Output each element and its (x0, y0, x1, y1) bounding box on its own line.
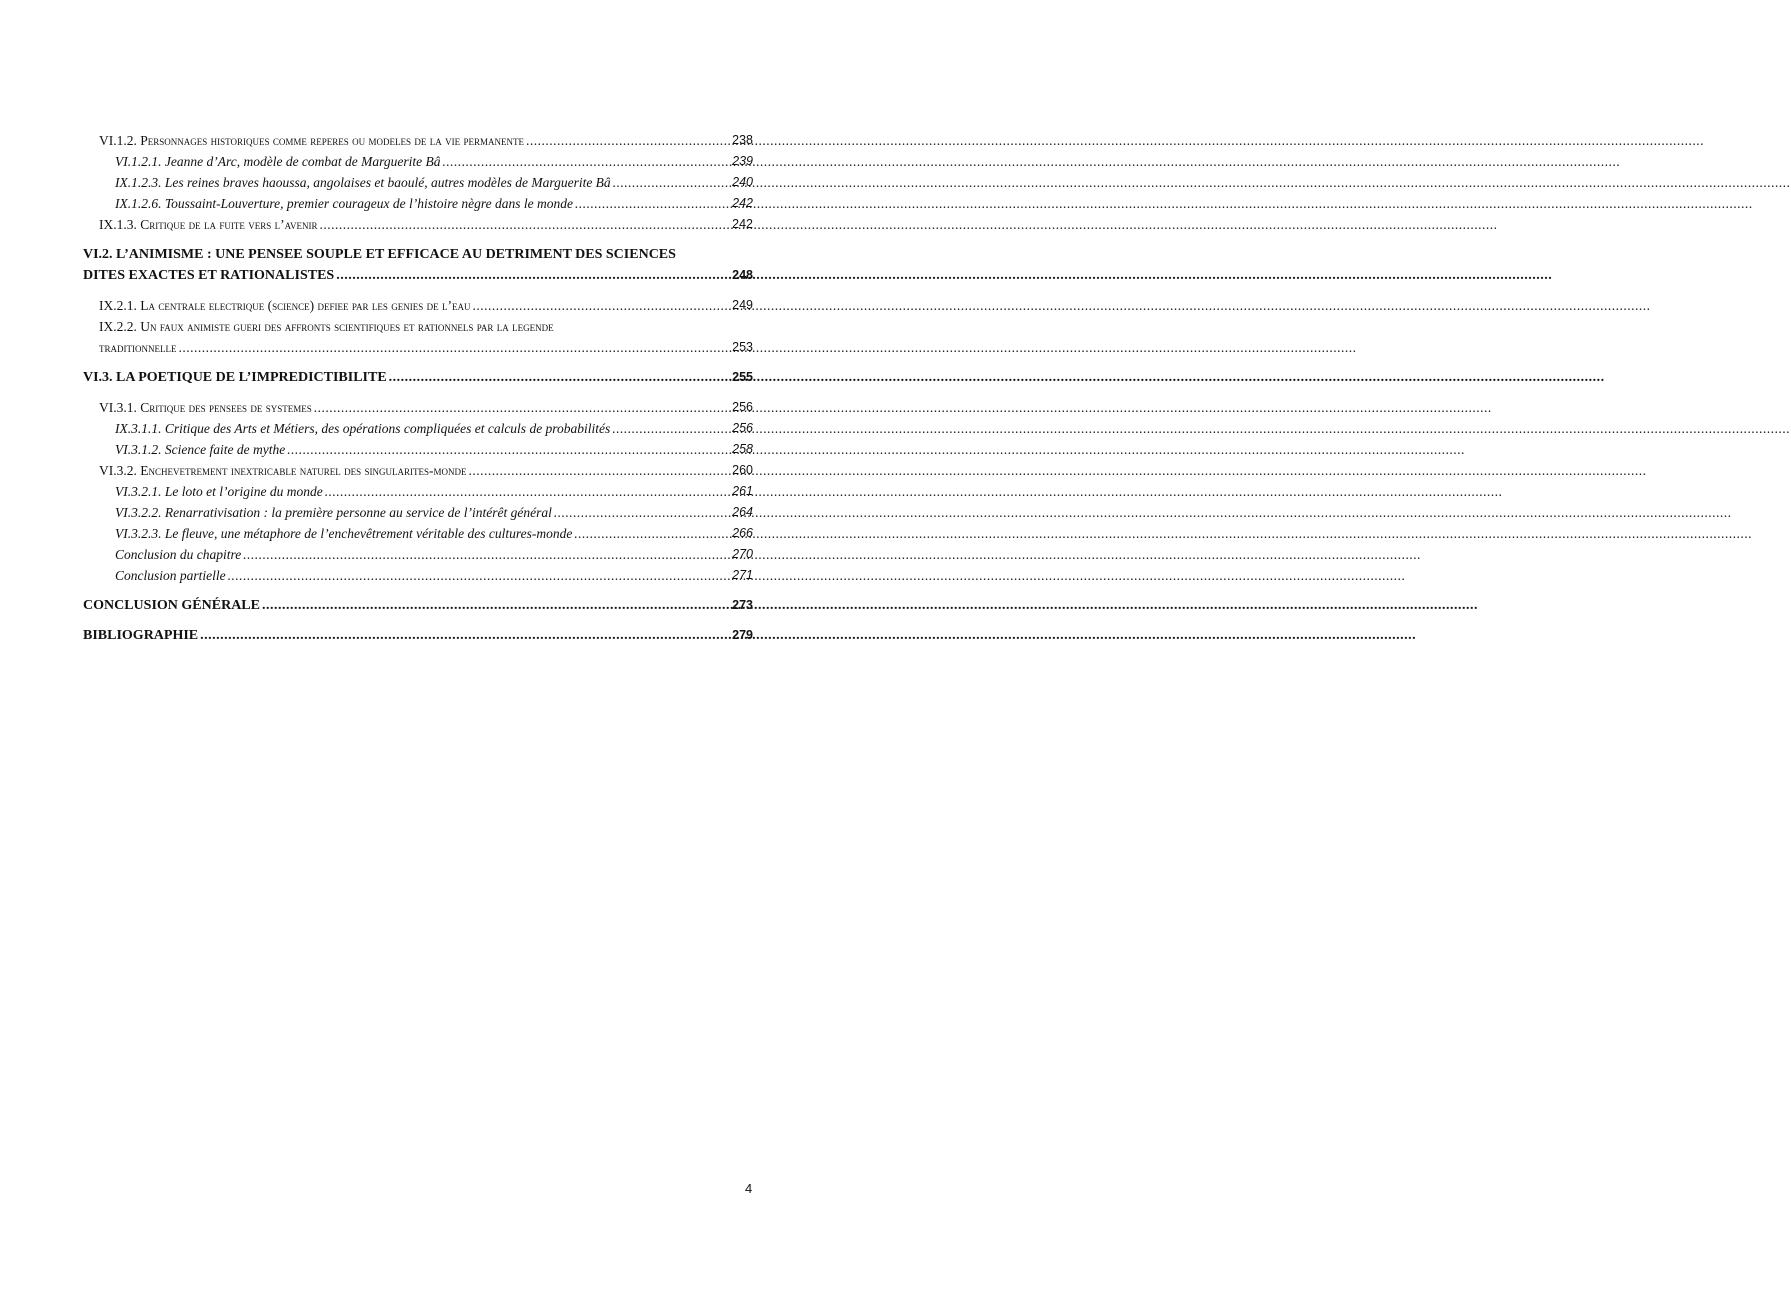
toc-entry-page: 264 (732, 505, 753, 519)
dot-leader (574, 523, 730, 544)
spacer (83, 358, 753, 367)
toc-entry-page: 255 (732, 370, 753, 384)
toc-entry-title: CONCLUSION GÉNÉRALE (83, 598, 260, 613)
toc-entry[interactable] (83, 367, 753, 388)
toc-entry-page: 248 (732, 268, 753, 282)
dot-leader (262, 595, 730, 616)
toc-entry-title: VI.3. LA POETIQUE DE L’IMPREDICTIBILITE (83, 370, 387, 385)
dot-leader (200, 625, 730, 646)
toc-entry[interactable] (83, 595, 753, 616)
toc-entry-title: VI.1.2.1. Jeanne d’Arc, modèle de combat de Marguerite Bâ (115, 154, 441, 169)
spacer (83, 286, 753, 295)
toc-entry-page: 279 (732, 628, 753, 642)
toc-entry-title: IX.2.1. La centrale electrique (science) defiee par les genies de l’eau (99, 298, 471, 313)
toc-entry[interactable] (83, 502, 753, 523)
dot-leader (314, 397, 730, 418)
toc-entry[interactable] (83, 193, 753, 214)
toc-entry-title: VI.3.1.2. Science faite de mythe (115, 442, 286, 457)
spacer (83, 616, 753, 625)
toc-entry-page: 242 (732, 196, 753, 210)
toc-entry-title: IX.1.3. Critique de la fuite vers l’avenir (99, 217, 318, 232)
dot-leader (336, 265, 730, 286)
toc-entry-title: VI.3.2.2. Renarrativisation : la première personne au service de l’intérêt général (115, 505, 552, 520)
dot-leader (612, 418, 730, 439)
toc-entry-page: 256 (732, 400, 753, 414)
dot-leader (243, 544, 730, 565)
toc-entry-title: Conclusion partielle (115, 568, 226, 583)
toc-entry-title: VI.1.2. Personnages historiques comme reperes ou modeles de la vie permanente (99, 133, 524, 148)
dot-leader (319, 214, 730, 235)
toc-entry-title: IX.1.2.6. Toussaint-Louverture, premier courageux de l’histoire nègre dans le monde (115, 196, 573, 211)
toc-entry[interactable] (83, 481, 753, 502)
toc-entry-title: VI.3.2.3. Le fleuve, une métaphore de l’enchevêtrement véritable des cultures-monde (115, 526, 573, 541)
dot-leader (178, 337, 730, 358)
toc-entry-title-line1[interactable]: VI.2. L’ANIMISME : UNE PENSEE SOUPLE ET EFFICACE AU DETRIMENT DES SCIENCES (83, 247, 676, 262)
toc-entry-title: VI.3.2.1. Le loto et l’origine du monde (115, 484, 323, 499)
toc-entry[interactable] (83, 214, 753, 235)
toc-entry-title: Conclusion du chapitre (115, 547, 242, 562)
toc-entry-page: 238 (732, 133, 753, 147)
dot-leader (228, 565, 731, 586)
toc-entry[interactable] (83, 397, 753, 418)
spacer (83, 235, 753, 244)
toc-entry-page: 270 (732, 547, 753, 561)
toc-entry[interactable] (83, 565, 753, 586)
toc-entry[interactable] (83, 418, 753, 439)
toc-entry[interactable] (83, 295, 753, 316)
dot-leader (325, 481, 730, 502)
dot-leader (443, 151, 731, 172)
toc-entry-title: BIBLIOGRAPHIE (83, 628, 199, 643)
dot-leader (468, 460, 730, 481)
toc-entry-title: IX.1.2.3. Les reines braves haoussa, angolaises et baoulé, autres modèles de Marguerite Bâ (115, 175, 611, 190)
page-number: 4 (745, 1181, 753, 1196)
dot-leader (389, 367, 730, 388)
toc-entry-page: 239 (732, 154, 753, 168)
toc-entry-page: 273 (732, 598, 753, 612)
toc-entry[interactable] (83, 337, 753, 358)
toc-entry-page: 260 (732, 463, 753, 477)
toc-entry[interactable] (83, 439, 753, 460)
dot-leader (575, 193, 730, 214)
toc-entry-page: 258 (732, 442, 753, 456)
spacer (83, 586, 753, 595)
toc-entry[interactable] (83, 460, 753, 481)
toc-entry-page: 261 (732, 484, 753, 498)
toc-entry-title-line2: traditionnelle (99, 340, 177, 355)
toc-entry-page: 242 (732, 217, 753, 231)
table-of-contents (83, 130, 753, 646)
toc-entry-page: 253 (732, 340, 753, 354)
dot-leader (473, 295, 731, 316)
dot-leader (554, 502, 730, 523)
toc-entry[interactable] (83, 265, 753, 286)
toc-entry[interactable] (83, 523, 753, 544)
toc-entry[interactable] (83, 130, 753, 151)
toc-entry-page: 256 (732, 421, 753, 435)
toc-entry[interactable] (83, 151, 753, 172)
toc-entry-page: 266 (732, 526, 753, 540)
toc-entry[interactable] (83, 172, 753, 193)
toc-entry-title-line2: DITES EXACTES ET RATIONALISTES (83, 268, 335, 283)
toc-entry[interactable] (83, 625, 753, 646)
toc-entry-page: 240 (732, 175, 753, 189)
spacer (83, 388, 753, 397)
dot-leader (613, 172, 730, 193)
dot-leader (287, 439, 730, 460)
toc-entry-page: 249 (732, 298, 753, 312)
toc-entry[interactable] (83, 544, 753, 565)
toc-entry-page: 271 (732, 568, 753, 582)
toc-entry-title: IX.3.1.1. Critique des Arts et Métiers, des opérations compliquées et calculs de probabilités (115, 421, 611, 436)
toc-entry-title-line1[interactable]: IX.2.2. Un faux animiste gueri des affronts scientifiques et rationnels par la legende (99, 319, 554, 334)
dot-leader (526, 130, 730, 151)
toc-entry-title: VI.3.2. Enchevetrement inextricable naturel des singularites-monde (99, 463, 467, 478)
toc-entry-title: VI.3.1. Critique des pensees de systemes (99, 400, 312, 415)
